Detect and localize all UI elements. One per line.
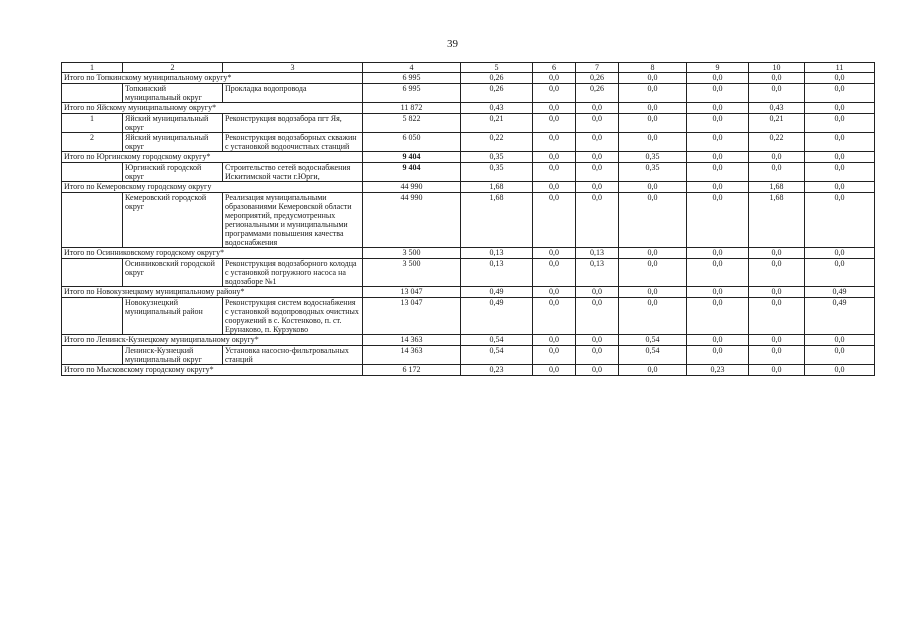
- value-cell: 0,0: [805, 163, 875, 182]
- table-row: [62, 163, 875, 182]
- value-cell: 0,35: [461, 152, 533, 163]
- total-label: Итого по Новокузнецкому муниципальному району*: [62, 287, 363, 298]
- table-row: [62, 133, 875, 152]
- value-cell: 0,0: [749, 287, 805, 298]
- value-cell: 0,26: [461, 84, 533, 103]
- value-cell: 0,0: [749, 335, 805, 346]
- value-cell: 0,0: [619, 182, 687, 193]
- value-cell: 0,0: [533, 365, 576, 376]
- activity-cell: Установка насосно-фильтровальных станций: [223, 346, 363, 365]
- value-cell: 0,26: [576, 73, 619, 84]
- value-cell: 0,13: [576, 248, 619, 259]
- value-cell: 0,0: [576, 287, 619, 298]
- value-cell: 0,26: [461, 73, 533, 84]
- table-row: [62, 298, 875, 335]
- value-cell: 0,0: [619, 259, 687, 287]
- total-row: [62, 73, 875, 84]
- value-cell: 0,0: [576, 182, 619, 193]
- municipality-cell: Кемеровский городской округ: [123, 193, 223, 248]
- value-cell: 0,13: [576, 259, 619, 287]
- value-cell: 0,21: [461, 114, 533, 133]
- value-cell: 0,21: [749, 114, 805, 133]
- value-cell: 0,0: [533, 287, 576, 298]
- value-cell: 0,54: [461, 335, 533, 346]
- value-cell: 0,0: [805, 259, 875, 287]
- activity-cell: Реализация муниципальными образованиями Кемеровской области мероприятий, предусмотренных региональными и муниципальными программами повышения качества водоснабжения: [223, 193, 363, 248]
- value-cell: 0,23: [461, 365, 533, 376]
- municipality-cell: Юргинский городской округ: [123, 163, 223, 182]
- value-cell: 0,0: [533, 335, 576, 346]
- total-label: Итого по Мысковскому городскому округу*: [62, 365, 363, 376]
- activity-cell: Реконструкция водозаборного колодца с установкой погружного насоса на водозаборе №1: [223, 259, 363, 287]
- activity-cell: Прокладка водопровода: [223, 84, 363, 103]
- activity-cell: Реконструкция водозаборных скважин с установкой водоочистных станций: [223, 133, 363, 152]
- value-cell: 0,0: [805, 133, 875, 152]
- value-cell: 0,0: [619, 73, 687, 84]
- table-row: [62, 193, 875, 248]
- table-row: [62, 84, 875, 103]
- value-cell: 0,0: [576, 365, 619, 376]
- value-cell: 0,0: [687, 114, 749, 133]
- value-cell: 0,0: [687, 259, 749, 287]
- column-header: 5: [461, 63, 533, 73]
- activity-cell: Строительство сетей водоснабжения Искитимской части г.Юрги,: [223, 163, 363, 182]
- value-cell: 0,0: [749, 73, 805, 84]
- value-cell: 1,68: [749, 193, 805, 248]
- value-cell: 0,0: [619, 287, 687, 298]
- value-cell: 13 047: [363, 298, 461, 335]
- value-cell: 0,0: [533, 259, 576, 287]
- column-header: 11: [805, 63, 875, 73]
- total-label: Итого по Топкинскому муниципальному округу*: [62, 73, 363, 84]
- value-cell: 0,0: [619, 84, 687, 103]
- value-cell: 13 047: [363, 287, 461, 298]
- value-cell: 0,22: [749, 133, 805, 152]
- value-cell: 0,0: [576, 152, 619, 163]
- column-header: 7: [576, 63, 619, 73]
- value-cell: 0,0: [576, 103, 619, 114]
- value-cell: 0,0: [687, 133, 749, 152]
- value-cell: 0,0: [749, 365, 805, 376]
- value-cell: 0,0: [805, 182, 875, 193]
- value-cell: 0,43: [461, 103, 533, 114]
- value-cell: 0,0: [749, 346, 805, 365]
- value-cell: 0,0: [805, 248, 875, 259]
- column-header: 6: [533, 63, 576, 73]
- capital-investment-table: [61, 62, 875, 376]
- value-cell: 0,0: [749, 163, 805, 182]
- municipality-cell: Топкинский муниципальный округ: [123, 84, 223, 103]
- value-cell: 9 404: [363, 163, 461, 182]
- municipality-cell: Осинниковский городской округ: [123, 259, 223, 287]
- value-cell: 0,0: [533, 193, 576, 248]
- value-cell: 0,22: [461, 133, 533, 152]
- total-label: Итого по Кемеровскому городскому округу: [62, 182, 363, 193]
- value-cell: 0,54: [619, 335, 687, 346]
- value-cell: 11 872: [363, 103, 461, 114]
- value-cell: 0,0: [576, 163, 619, 182]
- column-header: 2: [123, 63, 223, 73]
- value-cell: 0,0: [687, 298, 749, 335]
- value-cell: 6 995: [363, 84, 461, 103]
- value-cell: 0,0: [805, 193, 875, 248]
- value-cell: 0,0: [576, 133, 619, 152]
- value-cell: 3 500: [363, 259, 461, 287]
- value-cell: 6 172: [363, 365, 461, 376]
- value-cell: 44 990: [363, 193, 461, 248]
- row-number: [62, 84, 123, 103]
- value-cell: 0,0: [749, 248, 805, 259]
- value-cell: 5 822: [363, 114, 461, 133]
- value-cell: 6 050: [363, 133, 461, 152]
- value-cell: 0,0: [533, 114, 576, 133]
- value-cell: 0,0: [619, 114, 687, 133]
- total-row: [62, 248, 875, 259]
- value-cell: 0,0: [749, 259, 805, 287]
- total-label: Итого по Юргинскому городскому округу*: [62, 152, 363, 163]
- value-cell: 0,0: [533, 346, 576, 365]
- value-cell: 0,49: [461, 298, 533, 335]
- value-cell: 0,0: [805, 365, 875, 376]
- value-cell: 0,0: [805, 103, 875, 114]
- value-cell: 0,0: [805, 335, 875, 346]
- value-cell: 0,0: [576, 193, 619, 248]
- value-cell: 0,0: [533, 163, 576, 182]
- value-cell: 0,0: [687, 335, 749, 346]
- municipality-cell: Новокузнецкий муниципальный район: [123, 298, 223, 335]
- value-cell: 0,0: [687, 182, 749, 193]
- row-number: [62, 298, 123, 335]
- municipality-cell: Яйский муниципальный округ: [123, 133, 223, 152]
- total-label: Итого по Яйскому муниципальному округу*: [62, 103, 363, 114]
- value-cell: 0,0: [576, 114, 619, 133]
- value-cell: 0,0: [619, 248, 687, 259]
- value-cell: 0,35: [461, 163, 533, 182]
- value-cell: 0,0: [805, 114, 875, 133]
- table-row: [62, 259, 875, 287]
- value-cell: 0,0: [687, 346, 749, 365]
- value-cell: 0,0: [805, 152, 875, 163]
- value-cell: 0,0: [749, 298, 805, 335]
- value-cell: 0,0: [805, 346, 875, 365]
- value-cell: 0,13: [461, 248, 533, 259]
- value-cell: 0,0: [749, 152, 805, 163]
- table-row: [62, 114, 875, 133]
- municipality-cell: Яйский муниципальный округ: [123, 114, 223, 133]
- value-cell: 0,0: [619, 133, 687, 152]
- header-row: [62, 63, 875, 73]
- value-cell: 0,0: [619, 365, 687, 376]
- table-row: [62, 346, 875, 365]
- value-cell: 0,54: [461, 346, 533, 365]
- total-row: [62, 287, 875, 298]
- value-cell: 0,0: [533, 103, 576, 114]
- value-cell: 0,0: [687, 193, 749, 248]
- column-header: 3: [223, 63, 363, 73]
- total-row: [62, 182, 875, 193]
- municipality-cell: Ленинск-Кузнецкий муниципальный округ: [123, 346, 223, 365]
- column-header: 9: [687, 63, 749, 73]
- activity-cell: Реконструкция водозабора пгт Яя,: [223, 114, 363, 133]
- value-cell: 3 500: [363, 248, 461, 259]
- value-cell: 0,43: [749, 103, 805, 114]
- value-cell: 0,0: [576, 346, 619, 365]
- value-cell: 0,13: [461, 259, 533, 287]
- row-number: [62, 193, 123, 248]
- value-cell: 0,0: [533, 133, 576, 152]
- value-cell: 1,68: [461, 193, 533, 248]
- value-cell: 0,0: [687, 152, 749, 163]
- value-cell: 0,0: [805, 84, 875, 103]
- value-cell: 0,26: [576, 84, 619, 103]
- value-cell: 0,0: [687, 73, 749, 84]
- value-cell: 0,0: [749, 84, 805, 103]
- value-cell: 14 363: [363, 346, 461, 365]
- total-label: Итого по Осинниковскому городскому округу*: [62, 248, 363, 259]
- value-cell: 0,54: [619, 346, 687, 365]
- value-cell: 0,0: [533, 298, 576, 335]
- row-number: [62, 163, 123, 182]
- value-cell: 44 990: [363, 182, 461, 193]
- value-cell: 14 363: [363, 335, 461, 346]
- total-row: [62, 152, 875, 163]
- value-cell: 0,0: [533, 182, 576, 193]
- row-number: [62, 259, 123, 287]
- value-cell: 0,0: [687, 103, 749, 114]
- value-cell: 0,0: [687, 287, 749, 298]
- value-cell: 0,0: [687, 84, 749, 103]
- value-cell: 0,0: [687, 163, 749, 182]
- row-number: 1: [62, 114, 123, 133]
- value-cell: 0,0: [619, 193, 687, 248]
- value-cell: 0,0: [619, 103, 687, 114]
- value-cell: 6 995: [363, 73, 461, 84]
- value-cell: 0,0: [576, 298, 619, 335]
- row-number: [62, 346, 123, 365]
- row-number: 2: [62, 133, 123, 152]
- value-cell: 0,23: [687, 365, 749, 376]
- column-header: 8: [619, 63, 687, 73]
- value-cell: 9 404: [363, 152, 461, 163]
- column-header: 4: [363, 63, 461, 73]
- total-row: [62, 103, 875, 114]
- activity-cell: Реконструкция систем водоснабжения с установкой водопроводных очистных сооружений в с. Костенково, п. ст. Ерунаково, п. Курзуково: [223, 298, 363, 335]
- page-number: 39: [447, 38, 458, 50]
- column-header: 10: [749, 63, 805, 73]
- value-cell: 0,0: [619, 298, 687, 335]
- total-row: [62, 365, 875, 376]
- value-cell: 0,35: [619, 152, 687, 163]
- value-cell: 1,68: [461, 182, 533, 193]
- value-cell: 1,68: [749, 182, 805, 193]
- value-cell: 0,0: [805, 73, 875, 84]
- value-cell: 0,0: [533, 248, 576, 259]
- value-cell: 0,0: [533, 84, 576, 103]
- value-cell: 0,49: [461, 287, 533, 298]
- total-row: [62, 335, 875, 346]
- value-cell: 0,0: [533, 73, 576, 84]
- value-cell: 0,0: [687, 248, 749, 259]
- value-cell: 0,0: [533, 152, 576, 163]
- value-cell: 0,35: [619, 163, 687, 182]
- value-cell: 0,49: [805, 287, 875, 298]
- column-header: 1: [62, 63, 123, 73]
- value-cell: 0,0: [576, 335, 619, 346]
- value-cell: 0,49: [805, 298, 875, 335]
- total-label: Итого по Ленинск-Кузнецкому муниципальному округу*: [62, 335, 363, 346]
